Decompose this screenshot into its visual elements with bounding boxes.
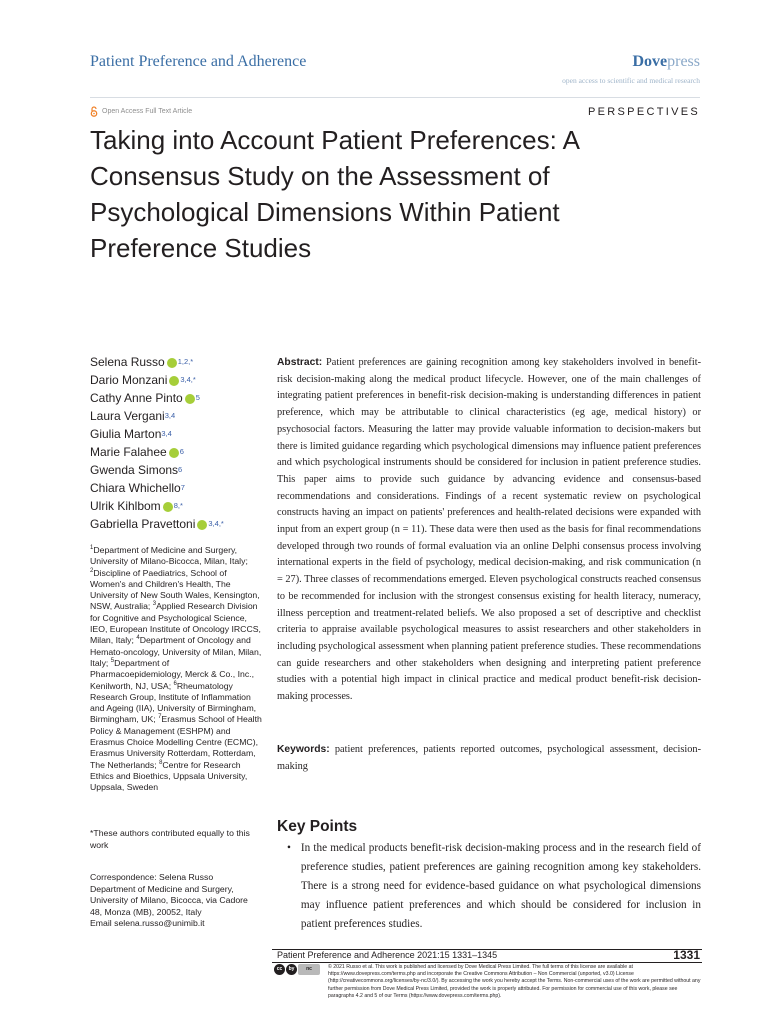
publisher-logo[interactable] bbox=[632, 53, 700, 71]
orcid-icon[interactable] bbox=[163, 502, 173, 512]
license-text: © 2021 Russo et al. This work is published and licensed by Dove Medical Press Limited. The full terms of this license are available at https://www.dovepress.com/terms.php and incorporate the Creative Commons Attribution – Non Commercial (unported, v3.0) License (http://creativecommons.org/licenses/by-nc/3.0/). By accessing the work you hereby accept the Terms. Non-commercial uses of the work are permitted without any further permission from Dove Medical Press Limited, provided the work is properly attributed. For permission for commercial use of this work, please see paragraphs 4.2 and 5 of our Terms (https://www.dovepress.com/terms.php). bbox=[328, 964, 701, 999]
correspondence-line: University of Milano, Bicocca, via Cadore bbox=[90, 895, 248, 905]
affiliation-text: Discipline of Paediatrics, School of Women's and Children's Health, The University of New South Wales, Kensington, NSW, Australia; bbox=[90, 567, 260, 612]
article-title: Taking into Account Patient Preferences: A Consensus Study on the Assessment of Psychological Dimensions Within Patient Preference Studies bbox=[90, 125, 579, 263]
author-name: Gwenda Simons bbox=[90, 463, 179, 477]
keywords bbox=[277, 742, 701, 775]
orcid-icon[interactable] bbox=[185, 394, 195, 404]
affiliation-text: Department of Medicine and Surgery, University of Milano-Bicocca, Milan, Italy; bbox=[90, 545, 248, 567]
author-name: Cathy Anne Pinto bbox=[90, 391, 183, 405]
key-points-title: Key Points bbox=[277, 818, 358, 835]
article-section: PERSPECTIVES bbox=[588, 106, 700, 118]
affiliation-number: 6 bbox=[173, 680, 177, 687]
author: Cathy Anne Pinto 5 bbox=[90, 391, 200, 405]
header-divider bbox=[90, 97, 700, 98]
orcid-icon[interactable] bbox=[169, 376, 179, 386]
author-name: Gabriella Pravettoni bbox=[90, 517, 196, 531]
orcid-icon[interactable] bbox=[167, 358, 177, 368]
affiliation-text: Centre for Research Ethics and Bioethics, Uppsala University, Uppsala, Sweden bbox=[90, 759, 248, 793]
keywords-text: patient preferences, patients reported outcomes, psychological assessment, decision-making bbox=[277, 744, 701, 772]
open-access-lock-icon bbox=[90, 106, 98, 117]
nc-icon: nc bbox=[298, 964, 320, 975]
affiliation-text: Rheumatology Research Group, Institute of Inflammation and Ageing (IIA), University of Birmingham, Birmingham, UK; bbox=[90, 680, 257, 725]
publisher-logo-bold: Dove bbox=[632, 53, 668, 70]
correspondence bbox=[90, 872, 270, 930]
author: Selena Russo 1,2,* bbox=[90, 355, 194, 369]
keywords-label: Keywords: bbox=[277, 744, 330, 755]
author: Gwenda Simons 6 bbox=[90, 463, 183, 477]
author: Chiara Whichello 7 bbox=[90, 481, 185, 495]
key-point-text: In the medical products benefit-risk decision-making process and in the research field of preference studies, patient preferences are gaining recognition among key stakeholders. There is a strong need for evidence-based guidance on what psychological dimensions may influence patient preferences and which should be considered for inclusion in patient preferences studies. bbox=[300, 842, 701, 931]
author-name: Chiara Whichello bbox=[90, 481, 181, 495]
publisher-tagline: open access to scientific and medical research bbox=[562, 76, 700, 85]
affiliation-text: Erasmus School of Health Policy & Management (ESHPM) and Erasmus Choice Modelling Centre (ECMC), Erasmus University Rotterdam, Rotterdam, The Netherlands; bbox=[90, 714, 262, 770]
key-points-list bbox=[287, 839, 701, 934]
author: Laura Vergani 3,4 bbox=[90, 409, 176, 423]
abstract bbox=[277, 355, 701, 706]
publisher-logo-light: press bbox=[667, 53, 700, 70]
orcid-icon[interactable] bbox=[197, 520, 207, 530]
abstract-text: Patient preferences are gaining recognition among key stakeholders involved in benefit-risk decision-making along the medical product lifecycle. However, one of the main challenges of integrating patient preferences in benefit-risk decision-making is understanding differences in patient preference, which may be attributable to clinical characteristics (eg age, medical history) or psychosocial factors. Measuring the latter may provide valuable information to decision-makers but there is limited guidance regarding which psychological dimensions may influence patient preferences and which psychological instruments should be considered for inclusion in patient preference studies. This paper aims to provide such guidance by advancing evidence and consensus-based recommendations and considerations. Findings of a recent systematic review on psychological constructs having an impact on patients' preferences and health-related decisions were expanded with input from an expert group (n = 11). These data were then used as the basis for final recommendations developed through two rounds of formal evaluation via an online Delphi consensus process involving international experts in the field of psychology, medical decision-making, and risk communication (n = 27). Three classes of recommendations emerged. Eleven psychological constructs reached consensus to be recommended for inclusion with the strongest consensus existing for health literacy, numeracy, illness perception and treatment-related beliefs. We also proposed a set of descriptive and checklist criteria to appraise available psychological measures to assist researchers and other stakeholders in including psychological assessment when planning patient preference studies. These recommendations can guide researchers and other stakeholders when designing and interpreting patient preference studies with a potential high impact in clinical practice and medical product benefit-risk decision-making processes. bbox=[277, 357, 701, 703]
key-point-item bbox=[287, 839, 701, 934]
journal-name[interactable]: Patient Preference and Adherence bbox=[90, 53, 307, 70]
author-name: Laura Vergani bbox=[90, 409, 165, 423]
affiliation-number: 3 bbox=[152, 601, 157, 608]
correspondence-line: Correspondence: Selena Russo bbox=[90, 872, 214, 882]
affiliation-text: Applied Research Division for Cognitive and Psychological Science, IEO, European Institute of Oncology IRCCS, Milan, Italy; bbox=[90, 601, 261, 646]
affiliation-number: 7 bbox=[158, 714, 162, 721]
abstract-label: Abstract: bbox=[277, 357, 323, 368]
author-name: Selena Russo bbox=[90, 355, 165, 369]
author-name: Ulrik Kihlbom bbox=[90, 499, 161, 513]
orcid-icon[interactable] bbox=[169, 448, 179, 458]
affiliation-number: 2 bbox=[90, 567, 94, 574]
author: Ulrik Kihlbom 8,* bbox=[90, 499, 183, 513]
open-access-label bbox=[90, 106, 192, 117]
author-name: Dario Monzani bbox=[90, 373, 168, 387]
affiliation-number: 5 bbox=[110, 658, 115, 665]
author: Marie Falahee 6 bbox=[90, 445, 184, 459]
open-access-text: Open Access Full Text Article bbox=[102, 108, 193, 115]
page-number: 1331 bbox=[673, 948, 700, 962]
correspondence-line: 48, Monza (MB), 20052, Italy bbox=[90, 906, 202, 917]
correspondence-line: Department of Medicine and Surgery, bbox=[90, 883, 234, 894]
affiliation-text: Department of Pharmacoepidemiology, Merck & Co., Inc., Kenilworth, NJ, USA; bbox=[90, 657, 255, 691]
affiliation-number: 8 bbox=[159, 759, 163, 766]
equal-contribution-note: *These authors contributed equally to this work bbox=[90, 828, 250, 850]
affiliation-text: Department of Oncology and Hemato-oncology, University of Milan, Milan, Italy; bbox=[90, 635, 262, 668]
footer-divider-2 bbox=[272, 962, 702, 963]
affiliation-number: 4 bbox=[136, 635, 140, 642]
author: Giulia Marton 3,4 bbox=[90, 427, 172, 441]
cc-license-badge[interactable] bbox=[274, 964, 320, 975]
affiliations bbox=[90, 545, 262, 794]
author-name: Giulia Marton bbox=[90, 427, 162, 441]
author: Gabriella Pravettoni 3,4,* bbox=[90, 517, 224, 531]
author-list bbox=[90, 353, 270, 533]
by-icon: by bbox=[286, 964, 297, 975]
correspondence-email[interactable]: Email selena.russo@unimib.it bbox=[90, 918, 205, 928]
author: Dario Monzani 3,4,* bbox=[90, 373, 196, 387]
bullet-icon: • bbox=[287, 842, 291, 854]
affiliation-number: 1 bbox=[90, 545, 94, 552]
footer-citation: Patient Preference and Adherence 2021:15 1331–1345 bbox=[277, 950, 498, 960]
cc-icon: cc bbox=[274, 964, 285, 975]
author-name: Marie Falahee bbox=[90, 445, 167, 459]
